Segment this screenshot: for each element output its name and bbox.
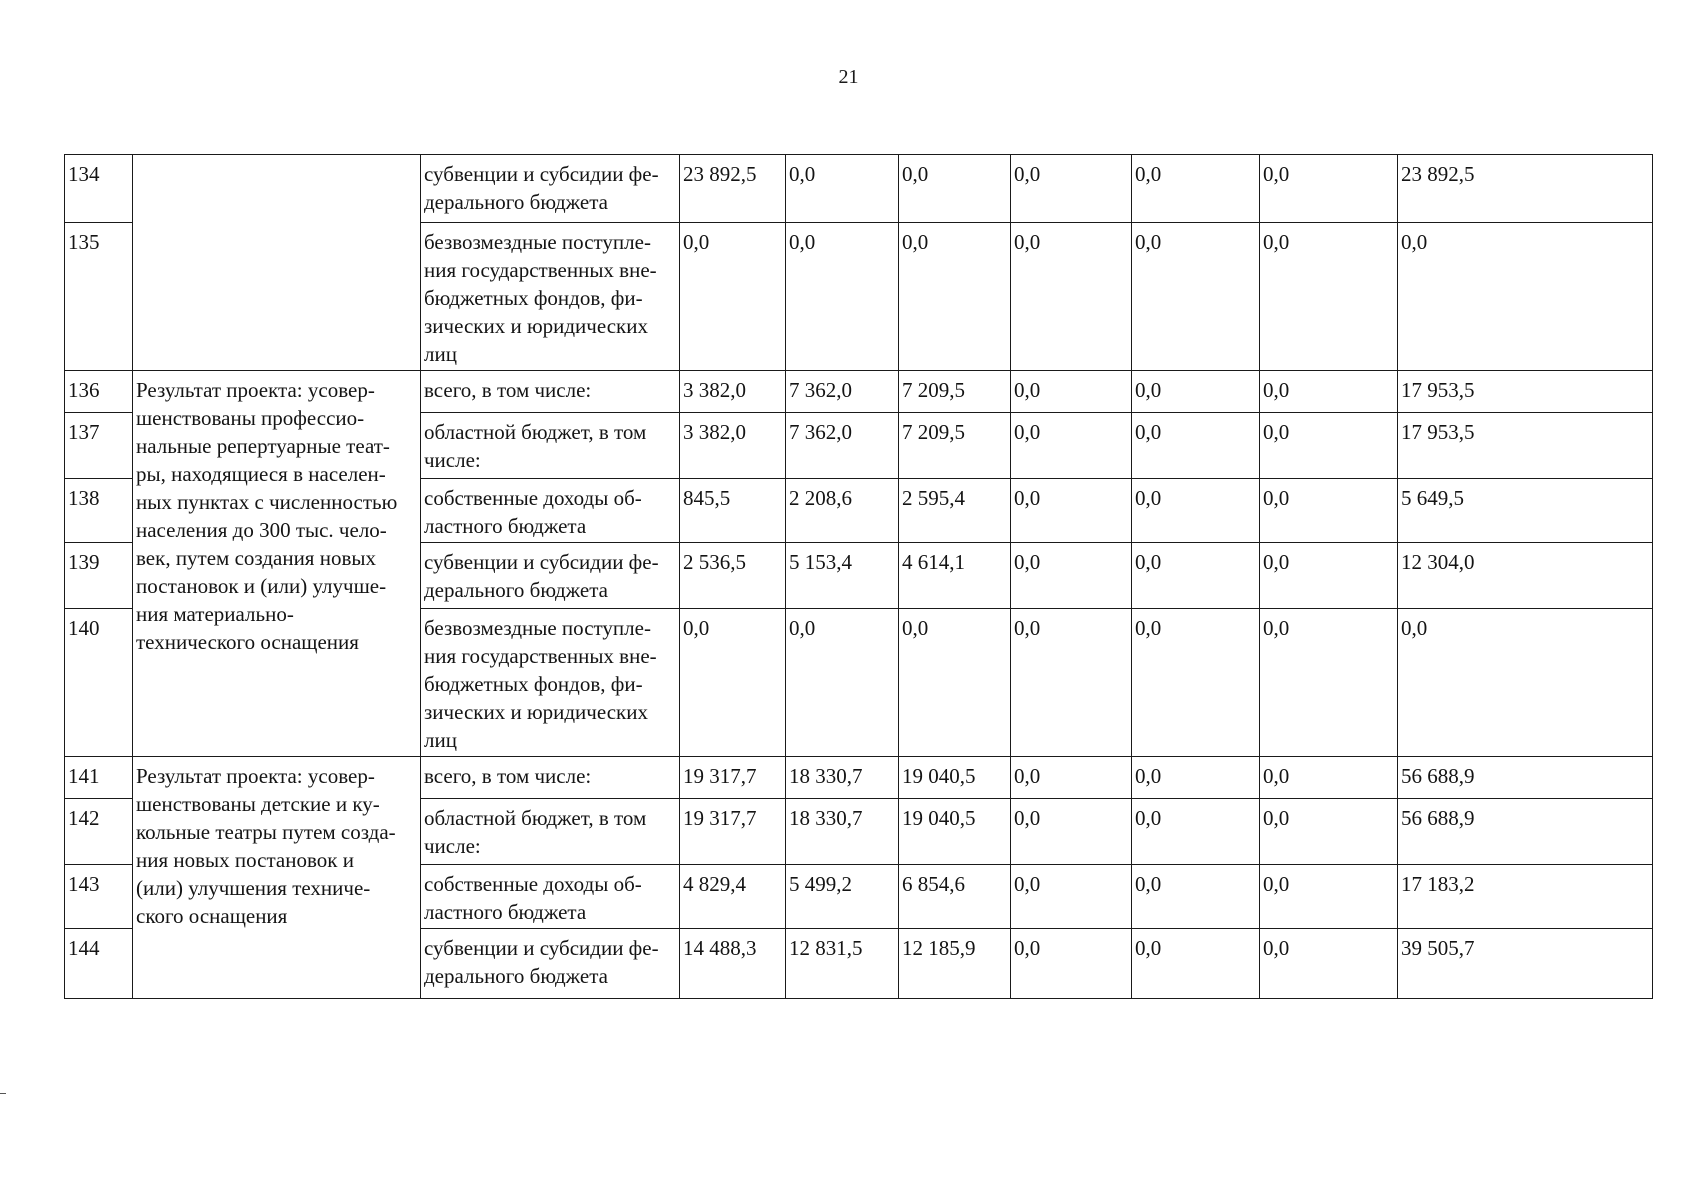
row-number: 143 — [65, 865, 133, 929]
text-line: дерального бюджета — [424, 190, 608, 214]
row-number: 136 — [65, 371, 133, 413]
text-line: ния государственных вне- — [424, 644, 657, 668]
funding-source — [421, 799, 680, 865]
budget-table — [64, 154, 1653, 999]
year-value-cell: 7 209,5 — [899, 413, 1011, 479]
table-body — [65, 155, 1653, 999]
text-line: дерального бюджета — [424, 578, 608, 602]
text-line: Результат проекта: усовер- — [136, 378, 375, 402]
year-value-cell: 0,0 — [1132, 865, 1260, 929]
text-line: нальные репертуарные теат- — [136, 434, 390, 458]
year-value-cell: 0,0 — [1132, 543, 1260, 609]
year-value-cell: 0,0 — [1260, 155, 1398, 223]
text-line: бюджетных фондов, фи- — [424, 286, 643, 310]
table-row — [65, 155, 1653, 223]
year-value-cell: 0,0 — [1132, 609, 1260, 757]
text-line: собственные доходы об- — [424, 872, 642, 896]
year-value-cell: 19 317,7 — [680, 799, 786, 865]
text-line: постановок и (или) улучше- — [136, 574, 387, 598]
year-value-cell: 0,0 — [786, 223, 899, 371]
year-value-cell: 19 317,7 — [680, 757, 786, 799]
text-line: шенствованы детские и ку- — [136, 792, 380, 816]
year-value-cell: 18 330,7 — [786, 799, 899, 865]
text-line: зических и юридических — [424, 314, 648, 338]
text-line: населения до 300 тыс. чело- — [136, 518, 387, 542]
text-line: (или) улучшения техниче- — [136, 876, 371, 900]
text-line: безвозмездные поступле- — [424, 230, 651, 254]
text-line: собственные доходы об- — [424, 486, 642, 510]
year-value-cell: 0,0 — [1132, 223, 1260, 371]
text-line: субвенции и субсидии фе- — [424, 162, 659, 186]
year-value-cell: 0,0 — [680, 223, 786, 371]
text-line: бюджетных фондов, фи- — [424, 672, 643, 696]
year-value-cell: 0,0 — [1260, 413, 1398, 479]
total-value-cell: 56 688,9 — [1398, 757, 1653, 799]
year-value-cell: 0,0 — [1132, 479, 1260, 543]
year-value-cell: 12 831,5 — [786, 929, 899, 999]
year-value-cell: 0,0 — [899, 223, 1011, 371]
text-line: кольные театры путем созда- — [136, 820, 396, 844]
year-value-cell: 23 892,5 — [680, 155, 786, 223]
year-value-cell: 7 362,0 — [786, 413, 899, 479]
year-value-cell: 0,0 — [1260, 223, 1398, 371]
text-line: ных пунктах с численностью — [136, 490, 398, 514]
year-value-cell: 2 595,4 — [899, 479, 1011, 543]
year-value-cell: 0,0 — [1132, 757, 1260, 799]
text-line: ния государственных вне- — [424, 258, 657, 282]
year-value-cell: 0,0 — [1260, 929, 1398, 999]
year-value-cell: 18 330,7 — [786, 757, 899, 799]
text-line: областной бюджет, в том — [424, 806, 647, 830]
total-value-cell: 23 892,5 — [1398, 155, 1653, 223]
year-value-cell: 0,0 — [1260, 543, 1398, 609]
year-value-cell: 0,0 — [1132, 413, 1260, 479]
year-value-cell: 19 040,5 — [899, 799, 1011, 865]
row-number: 139 — [65, 543, 133, 609]
total-value-cell: 17 953,5 — [1398, 371, 1653, 413]
row-number: 135 — [65, 223, 133, 371]
year-value-cell: 0,0 — [1260, 799, 1398, 865]
text-line: ского оснащения — [136, 904, 288, 928]
row-number: 134 — [65, 155, 133, 223]
year-value-cell: 12 185,9 — [899, 929, 1011, 999]
text-line: субвенции и субсидии фе- — [424, 550, 659, 574]
year-value-cell: 6 854,6 — [899, 865, 1011, 929]
total-value-cell: 17 953,5 — [1398, 413, 1653, 479]
year-value-cell: 0,0 — [1132, 799, 1260, 865]
row-number: 141 — [65, 757, 133, 799]
year-value-cell: 0,0 — [1132, 371, 1260, 413]
funding-source — [421, 155, 680, 223]
year-value-cell: 4 614,1 — [899, 543, 1011, 609]
funding-source — [421, 929, 680, 999]
text-line: ния новых постановок и — [136, 848, 354, 872]
year-value-cell: 4 829,4 — [680, 865, 786, 929]
text-line: лиц — [424, 728, 457, 752]
year-value-cell: 2 536,5 — [680, 543, 786, 609]
year-value-cell: 0,0 — [899, 609, 1011, 757]
funding-source — [421, 865, 680, 929]
total-value-cell: 5 649,5 — [1398, 479, 1653, 543]
row-number: 140 — [65, 609, 133, 757]
year-value-cell: 19 040,5 — [899, 757, 1011, 799]
row-number: 142 — [65, 799, 133, 865]
year-value-cell: 2 208,6 — [786, 479, 899, 543]
page-number: 21 — [838, 66, 859, 88]
year-value-cell: 0,0 — [1132, 929, 1260, 999]
year-value-cell: 0,0 — [1011, 865, 1132, 929]
table-row — [65, 371, 1653, 413]
text-line: лиц — [424, 342, 457, 366]
total-value-cell: 39 505,7 — [1398, 929, 1653, 999]
text-line: всего, в том числе: — [424, 764, 592, 788]
year-value-cell: 7 209,5 — [899, 371, 1011, 413]
year-value-cell: 0,0 — [1011, 757, 1132, 799]
year-value-cell: 0,0 — [1260, 479, 1398, 543]
text-line: областной бюджет, в том — [424, 420, 647, 444]
year-value-cell: 0,0 — [1011, 155, 1132, 223]
text-line: Результат проекта: усовер- — [136, 764, 375, 788]
total-value-cell: 0,0 — [1398, 609, 1653, 757]
year-value-cell: 0,0 — [899, 155, 1011, 223]
text-line: дерального бюджета — [424, 964, 608, 988]
year-value-cell: 0,0 — [1260, 609, 1398, 757]
year-value-cell: 0,0 — [1260, 757, 1398, 799]
text-line: безвозмездные поступле- — [424, 616, 651, 640]
row-number: 138 — [65, 479, 133, 543]
text-line: числе: — [424, 834, 481, 858]
text-line: технического оснащения — [136, 630, 359, 654]
year-value-cell: 0,0 — [1132, 155, 1260, 223]
year-value-cell: 3 382,0 — [680, 413, 786, 479]
year-value-cell: 0,0 — [1011, 799, 1132, 865]
margin-mark — [0, 1093, 6, 1094]
funding-source — [421, 371, 680, 413]
year-value-cell: 0,0 — [1011, 413, 1132, 479]
year-value-cell: 0,0 — [786, 609, 899, 757]
year-value-cell: 845,5 — [680, 479, 786, 543]
year-value-cell: 0,0 — [1011, 543, 1132, 609]
text-line: субвенции и субсидии фе- — [424, 936, 659, 960]
year-value-cell: 0,0 — [786, 155, 899, 223]
text-line: ластного бюджета — [424, 900, 587, 924]
funding-source — [421, 757, 680, 799]
project-result-description — [133, 757, 421, 999]
year-value-cell: 0,0 — [1011, 929, 1132, 999]
text-line: зических и юридических — [424, 700, 648, 724]
text-line: век, путем создания новых — [136, 546, 376, 570]
text-line: всего, в том числе: — [424, 378, 592, 402]
year-value-cell: 0,0 — [1260, 865, 1398, 929]
funding-source — [421, 223, 680, 371]
funding-source — [421, 413, 680, 479]
year-value-cell: 5 499,2 — [786, 865, 899, 929]
year-value-cell: 0,0 — [680, 609, 786, 757]
year-value-cell: 3 382,0 — [680, 371, 786, 413]
year-value-cell: 7 362,0 — [786, 371, 899, 413]
year-value-cell: 14 488,3 — [680, 929, 786, 999]
project-result-description — [133, 371, 421, 757]
text-line: ры, находящиеся в населен- — [136, 462, 386, 486]
text-line: ластного бюджета — [424, 514, 587, 538]
total-value-cell: 17 183,2 — [1398, 865, 1653, 929]
year-value-cell: 0,0 — [1011, 609, 1132, 757]
total-value-cell: 12 304,0 — [1398, 543, 1653, 609]
text-line: шенствованы профессио- — [136, 406, 365, 430]
year-value-cell: 0,0 — [1260, 371, 1398, 413]
year-value-cell: 0,0 — [1011, 223, 1132, 371]
funding-source — [421, 479, 680, 543]
project-result-description — [133, 155, 421, 371]
text-line: ния материально- — [136, 602, 294, 626]
year-value-cell: 0,0 — [1011, 371, 1132, 413]
row-number: 137 — [65, 413, 133, 479]
year-value-cell: 0,0 — [1011, 479, 1132, 543]
funding-source — [421, 609, 680, 757]
total-value-cell: 0,0 — [1398, 223, 1653, 371]
table-row — [65, 757, 1653, 799]
year-value-cell: 5 153,4 — [786, 543, 899, 609]
total-value-cell: 56 688,9 — [1398, 799, 1653, 865]
row-number: 144 — [65, 929, 133, 999]
text-line: числе: — [424, 448, 481, 472]
funding-source — [421, 543, 680, 609]
